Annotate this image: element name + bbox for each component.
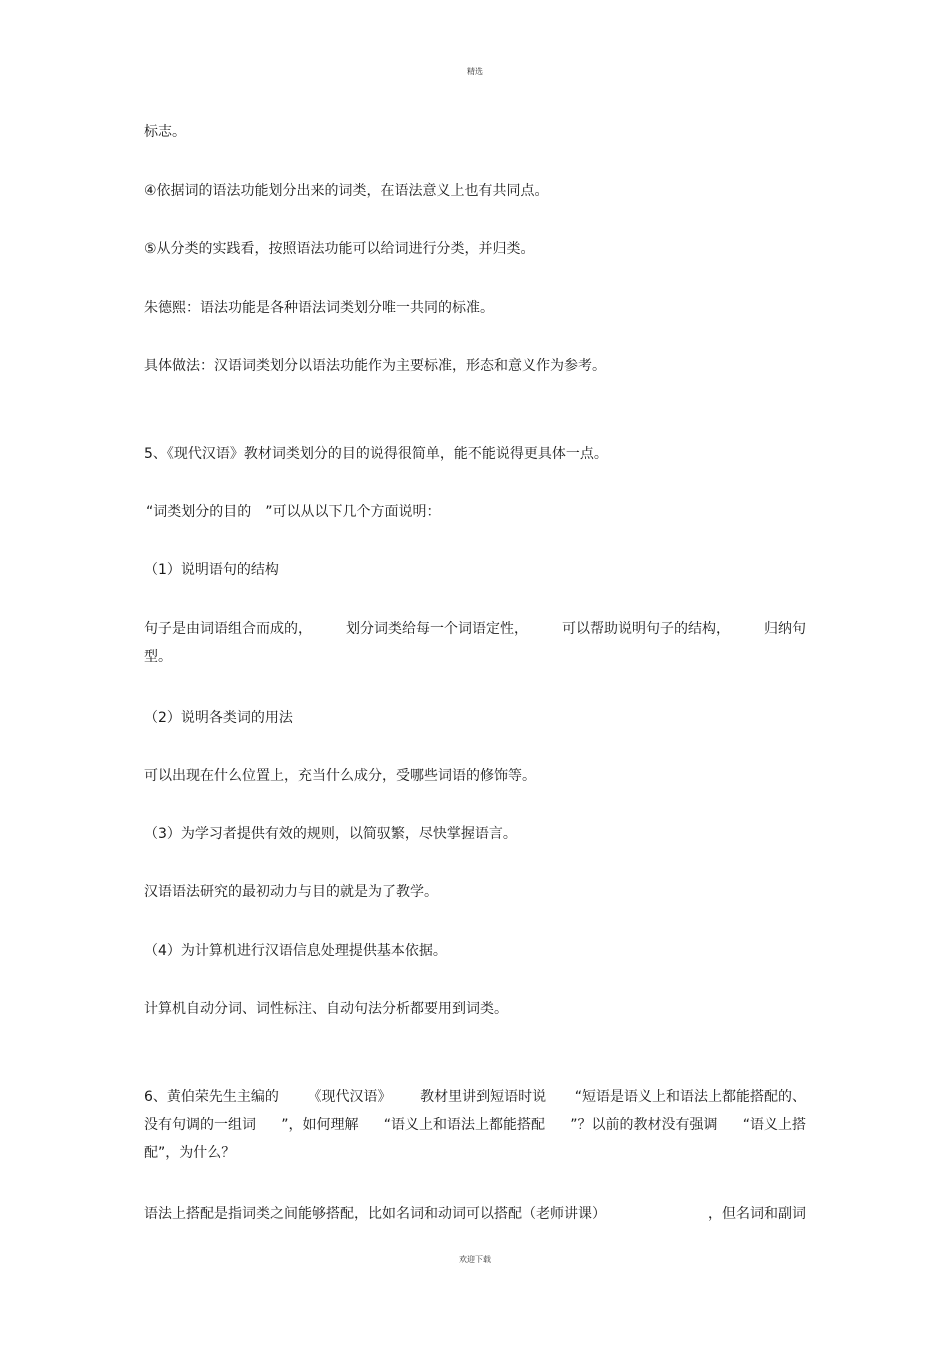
subheading: （3）为学习者提供有效的规则，以简驭繁，尽快掌握语言。 — [144, 826, 517, 842]
paragraph — [144, 1200, 806, 1228]
text-span: 型。 — [144, 649, 172, 665]
text-line: 计算机自动分词、词性标注、自动句法分析都要用到词类。 — [144, 1001, 508, 1017]
subheading: （2）说明各类词的用法 — [144, 710, 293, 726]
text-span: 教材里讲到短语时说 — [420, 1089, 547, 1105]
text-span: “短语是语义上和语法上都能搭配的、 — [574, 1089, 806, 1105]
text-span: 没有句调的一组词 — [144, 1117, 256, 1133]
text-line: 汉语语法研究的最初动力与目的就是为了教学。 — [144, 884, 438, 900]
question-heading — [144, 1083, 806, 1167]
text-line: 具体做法：汉语词类划分以语法功能作为主要标准，形态和意义作为参考。 — [144, 358, 606, 374]
text-span: 6、黄伯荣先生主编的 — [144, 1089, 279, 1105]
text-span: ”？以前的教材没有强调 — [570, 1117, 718, 1133]
text-span: “语义上和语法上都能搭配 — [383, 1117, 545, 1133]
text-span: 配”，为什么？ — [144, 1145, 236, 1161]
text-span: ，但名词和副词 — [708, 1206, 806, 1222]
text-line: 朱德熙：语法功能是各种语法词类划分唯一共同的标准。 — [144, 300, 494, 316]
text-span: “语义上搭 — [742, 1117, 806, 1133]
text-span: ”可以从以下几个方面说明： — [265, 504, 441, 520]
text-line: 标志。 — [144, 124, 186, 140]
text-span: 语法上搭配是指词类之间能够搭配，比如名词和动词可以搭配（老师讲课） — [144, 1206, 606, 1222]
paragraph — [144, 615, 806, 671]
text-span: 归纳句 — [764, 621, 806, 637]
page-footer: 欢迎下载 — [459, 1255, 491, 1264]
text-line — [146, 498, 441, 526]
text-span: “词类划分的目的 — [146, 504, 252, 520]
text-line: ⑤从分类的实践看，按照语法功能可以给词进行分类，并归类。 — [144, 241, 535, 257]
text-line: ④依据词的语法功能划分出来的词类，在语法意义上也有共同点。 — [144, 183, 549, 199]
subheading: （1）说明语句的结构 — [144, 562, 279, 578]
subheading: （4）为计算机进行汉语信息处理提供基本依据。 — [144, 943, 447, 959]
question-heading: 5、《现代汉语》教材词类划分的目的说得很简单，能不能说得更具体一点。 — [144, 446, 608, 462]
page-header: 精选 — [467, 67, 483, 76]
text-span: 划分词类给每一个词语定性， — [346, 621, 528, 637]
text-span: 《现代汉语》 — [307, 1089, 392, 1105]
text-span: 可以帮助说明句子的结构， — [562, 621, 730, 637]
text-span: ”，如何理解 — [281, 1117, 359, 1133]
text-span: 句子是由词语组合而成的， — [144, 621, 312, 637]
text-line: 可以出现在什么位置上，充当什么成分，受哪些词语的修饰等。 — [144, 768, 536, 784]
